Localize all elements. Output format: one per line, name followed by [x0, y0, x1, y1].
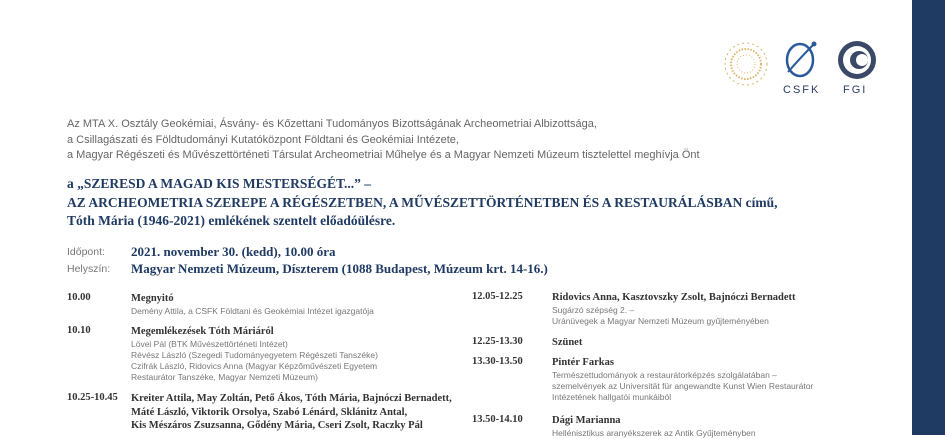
- intro-line: a Csillagászati és Földtudományi Kutatóközpont Földtani és Geokémiai Intézete,: [67, 133, 459, 146]
- program-time: 10.25-10.45: [67, 392, 118, 403]
- program-time: 12.25-13.30: [472, 336, 523, 347]
- program-title: Dági Marianna: [552, 415, 621, 426]
- time-value: 2021. november 30. (kedd), 10.00 óra: [131, 244, 336, 259]
- time-label: Időpont:: [67, 246, 105, 258]
- heading-line: AZ ARCHEOMETRIA SZEREPE A RÉGÉSZETBEN, A MŰVÉSZETTÖRTÉNETBEN ÉS A RESTAURÁLÁSBAN című,: [67, 194, 778, 210]
- place-value: Magyar Nemzeti Múzeum, Díszterem (1088 Budapest, Múzeum krt. 14-16.): [131, 261, 548, 276]
- side-band: [912, 0, 945, 435]
- csfk-logo: [780, 36, 824, 82]
- intro-line: Az MTA X. Osztály Geokémiai, Ásvány- és Kőzettani Tudományos Bizottságának Archeometriai Albizottsága,: [67, 118, 597, 130]
- program-title: Kis Mészáros Zsuzsanna, Gődény Mária, Cseri Zsolt, Raczky Pál: [131, 420, 423, 431]
- program-detail: Lövei Pál (BTK Művészettörténeti Intézet): [131, 338, 288, 349]
- program-title: Ridovics Anna, Kasztovszky Zsolt, Bajnóczi Bernadett: [552, 292, 796, 303]
- fgi-label: FGI: [843, 84, 868, 96]
- program-detail: Intézetének hallgatói munkáiból: [552, 391, 672, 402]
- program-detail: Hellénisztikus aranyékszerek az Antik Gyűjteményben: [552, 427, 756, 438]
- program-title: Szünet: [552, 337, 583, 348]
- program-detail: szemelvények az Universität für angewandte Kunst Wien Restaurátor: [552, 380, 814, 391]
- event-heading: [67, 175, 777, 231]
- mnm-logo: [722, 40, 770, 88]
- program-title: Máté László, Viktorik Orsolya, Szabó Lénárd, Sklánitz Antal,: [131, 406, 408, 418]
- intro-line: a Magyar Régészeti és Művészettörténeti Társulat Archeometriai Műhelye és a Magyar Nemzeti Múzeum tisztelettel meghívja Önt: [67, 149, 700, 161]
- csfk-label: CSFK: [783, 84, 821, 96]
- program-detail: Demény Attila, a CSFK Földtani és Geokémiai Intézet igazgatója: [131, 305, 374, 316]
- program-time: 13.30-13.50: [472, 356, 523, 367]
- heading-line: Tóth Mária (1946-2021) emlékének szentelt előadóülésre.: [67, 213, 396, 228]
- program-time: 13.50-14.10: [472, 414, 523, 425]
- program-time: 10.10: [67, 325, 91, 336]
- heading-line: a „SZERESD A MAGAD KIS MESTERSÉGÉT...” –: [67, 176, 371, 191]
- program-detail: Sugárzó szépség 2. –: [552, 304, 635, 315]
- fgi-logo: [835, 38, 879, 82]
- program-time: 12.05-12.25: [472, 291, 523, 302]
- program-detail: Uránüvegek a Magyar Nemzeti Múzeum gyűjteményében: [552, 315, 769, 326]
- program-detail: Czifrák László, Ridovics Anna (Magyar Képzőművészeti Egyetem: [131, 360, 378, 371]
- program-title: Megnyitó: [131, 293, 174, 304]
- program-time: 10.00: [67, 292, 91, 303]
- program-detail: Révész László (Szegedi Tudományegyetem Régészeti Tanszéke): [131, 349, 378, 360]
- program-detail: Restaurátor Tanszéke, Magyar Nemzeti Múzeum): [131, 371, 318, 382]
- program-title: Pintér Farkas: [552, 357, 614, 368]
- program-title: Kreiter Attila, May Zoltán, Pető Ákos, Tóth Mária, Bajnóczi Bernadett,: [131, 393, 452, 404]
- program-title: Megemlékezések Tóth Máriáról: [131, 326, 274, 337]
- intro-text: [67, 117, 700, 164]
- program-detail: Természettudományok a restaurátorképzés szolgálatában –: [552, 369, 777, 380]
- place-label: Helyszín:: [67, 263, 111, 275]
